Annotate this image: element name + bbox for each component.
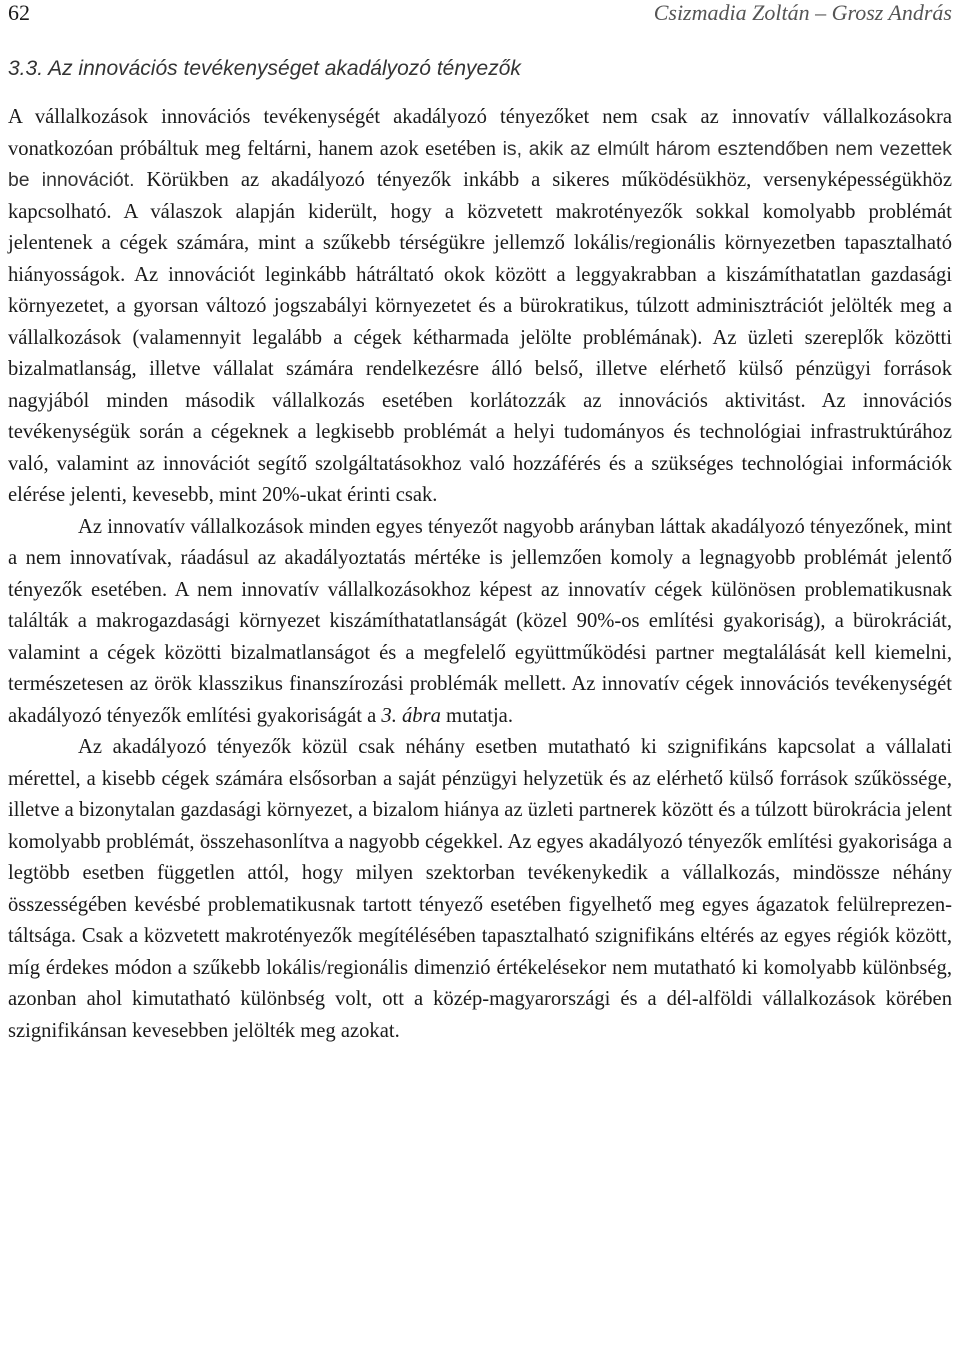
paragraph-2-text-a: Az innovatív vállalkozások minden egyes tényezőt nagyobb arányban láttak akadályozó tényezőnek, mint a nem innovatívak, ráadásul az akadályoztatás mértéke is jellemzően komoly a legnagyobb problémát jelentő tényezők esetében. A nem innovatív vállalkozásokhoz képest az innovatív cégek különösen problematikusnak találták a makrogazdasági környezet kiszámíthatatlanságát (közel 90%-os említési gyakoriság), a bürokráciát, valamint a cégek közötti bizalmatlanságot és a megfelelő együttműködési partner megtalálását kell kiemelni, természetesen az örök klasszikus finanszírozási problémák mellett. Az innovatív cégek innovációs tevékenységét akadályozó tényezők említési gyakoriságát a	[8, 515, 952, 727]
running-head-authors: Csizmadia Zoltán – Grosz András	[653, 0, 952, 25]
paragraph-1-text-b: is, akik az elmúlt három esztendőben nem vezettek be innovációt.	[8, 137, 952, 191]
figure-reference: 3. ábra	[381, 704, 441, 727]
paragraph-2-text-b: mutatja.	[440, 704, 513, 727]
paragraph-2	[8, 512, 952, 733]
paragraph-3	[8, 732, 952, 1047]
paragraph-1-text-a: A vállalkozások innovációs tevékenységét akadályozó tényezőket nem csak az innovatív vállalkozásokra vonatkozóan próbáltuk meg feltárni, hanem azok esetében	[8, 106, 952, 160]
paragraph-1	[8, 102, 952, 512]
paragraph-3-text: Az akadályozó tényezők közül csak néhány esetben mutatható ki szignifikáns kapcsolat a vállalati mérettel, a kisebb cégek számára elsősorban a saját pénzügyi helyzetük és az elérhető külső források szűkössége, illetve a bizonytalan gazdasági környezet, a bizalom hiánya az üzleti partnerek között és a túlzott bürokrácia jelent komolyabb problémát, összehasonlítva a nagyobb cégekkel. Az egyes akadályozó tényezők említési gyakorisága a legtöbb esetben független attól, hogy milyen szektorban tevékenykedik a vállalkozás, mindössze néhány összességében kevésbé problematikusnak tartott tényező esetében figyelhető meg egyes ágazatok felülreprezentáltsága. Csak a közvetett makrotényezők megítélésében tapasztalható szignifikáns eltérés az egyes régiók között, míg érdekes módon a szűkebb lokális/regionális dimenzió értékelésekor nem mutatható ki komolyabb különbség, azonban ahol kimutatható különbség volt, ott a közép-magyarországi és a dél-alföldi vállalkozások körében szignifikánsan kevesebben jelölték meg azokat.	[8, 736, 952, 1042]
running-head	[8, 0, 952, 30]
body-text	[8, 102, 952, 1047]
paragraph-1-text-c: Körükben az akadályozó tényezők inkább a sikeres működésükhöz, versenyképességükhöz kapcsolható. A válaszok alapján kiderült, hogy a közvetett makrotényezők sokkal komolyabb problémát jelentenek a cégek számára, mint a szűkebb térségükre jellemző lokális/regionális környezetben tapasztalható hiányosságok. Az innovációt leginkább hátráltató okok között a leggyakrabban a kiszámíthatatlan gazdasági környezetet, a gyorsan változó jogszabályi környezetet és a bürokratikus, túlzott adminisztrációt jelölték meg a vállalkozások (valamennyit legalább a cégek kétharmada jelölte problémának). Az üzleti szereplők közötti bizalmatlanság, illetve vállalat számára rendelkezésre álló belső, illetve elérhető külső pénzügyi források nagyjából minden második vállalkozás esetében korlátozzák az innovációs aktivitást. Az innovációs tevékenységük során a cégeknek a legkisebb problémát a helyi tudományos és technológiai infrastruktúrához való, valamint az innovációt segítő szolgáltatásokhoz való hozzáférés és a szükséges technológiai információk elérése jelenti, kevesebb, mint 20%-ukat érinti csak.	[8, 169, 952, 506]
page-number: 62	[8, 0, 30, 25]
section-heading: 3.3. Az innovációs tevékenységet akadályozó tényezők	[8, 57, 521, 80]
